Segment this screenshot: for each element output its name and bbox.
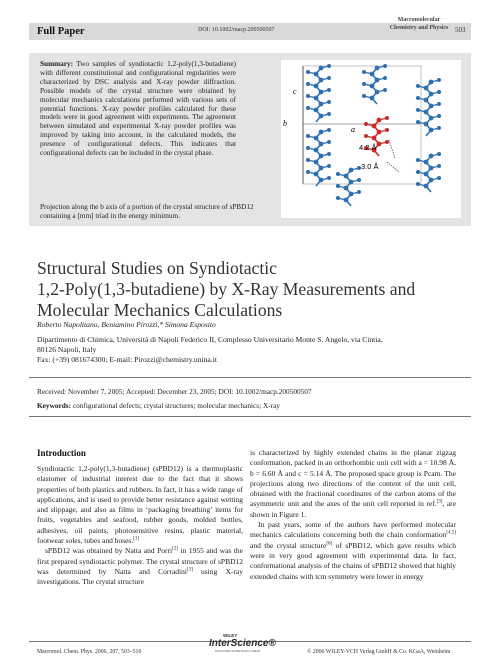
divider-top [29,377,471,378]
article-title [37,258,457,321]
chain-atom [370,84,375,89]
title-line-2: 1,2-Poly(1,3-butadiene) by X-Ray Measurements and [37,279,416,299]
side-atom [336,196,340,200]
chain-atom [424,122,429,127]
received-dates: Received: November 7, 2005; Accepted: December 23, 2005; DOI: 10.1002/macp.200500507 [37,387,312,396]
side-atom [357,178,361,182]
paragraph-1 [37,464,243,546]
side-atom [327,152,331,156]
ref-3: [3] [186,567,193,573]
wiley-interscience-logo [203,631,281,655]
chain-atom [429,166,434,171]
chain-atom [349,192,354,197]
chain-atom [429,92,434,97]
paragraph-3-text-c: of sPBD12, which gave results which were in very good agreement with experimental data. In fact, conformational analysis of the chains of sPBD12 showed that highly extended chains with tcm symmetry were lower in energy [250,540,457,581]
side-atom [306,106,310,110]
paragraph-3-text-a: In past years, some of the authors have performed molecular mechanics calculations concerning both the chain conformation [250,520,456,540]
axis-label-b: b [283,119,287,128]
paragraph-2-text-d: , are shown in Figure 1. [250,499,457,519]
chain-atom [319,154,324,159]
paragraph-1-text: Syndiotactic 1,2-poly(1,3-butadiene) (sPBD12) is a thermoplastic elastomer of industrial interest due to the fact that it shows properties of both plastics and rubbers. In fact, it has a wide range of applications, and is used to provide better resistance against wetting and slippage, and also as films in ‘packaging breathing’ items for fruits, vegetables and seafood, rubber goods, molded bottles, adhesives, oil paints, photosensitive resins, plastic material, footwear soles, tubes and hoses. [37,464,243,546]
side-atom [362,70,366,74]
chain-atom [319,102,324,107]
side-atom [416,170,420,174]
paragraph-2-continued [250,448,456,520]
chain-atom [375,78,380,83]
chain-atom [424,172,429,177]
ref-6: [6] [326,541,333,547]
side-atom [306,158,310,162]
side-atom [383,88,387,92]
footer-citation: Macromol. Chem. Phys. 2006, 207, 503–510 [37,649,142,655]
page-number: 503 [455,26,466,34]
keywords-label: Keywords: [37,401,72,410]
side-atom [306,134,310,138]
chain-atom [424,160,429,165]
chain-atom [370,96,375,101]
journal-name [379,16,459,32]
title-line-1: Structural Studies on Syndiotactic [37,258,277,278]
chain-atom [429,80,434,85]
side-atom [327,140,331,144]
side-atom [437,78,441,82]
side-atom [327,64,331,68]
side-atom [357,190,361,194]
chain-atom [377,142,382,147]
chain-atom [319,66,324,71]
chain-atom [370,72,375,77]
logo-tagline: DISCOVER SOMETHING GREAT [215,649,261,653]
footer-copyright: © 2006 WILEY-VCH Verlag GmbH & Co. KGaA, Weinheim [307,649,451,655]
distance-label-2: 3.0 Å [361,162,379,171]
side-atom [306,146,310,150]
chain-atom [344,186,349,191]
paragraph-2-text-b: in 1955 and was the first prepared syndiotactic polymer. The crystal structure of sPBD12 was determined by Natta and Corradini [37,546,243,576]
chain-atom [314,84,319,89]
side-atom [416,158,420,162]
axis-label-c: c [293,87,297,96]
chain-atom [375,66,380,71]
affiliation-line-1: Dipartimento di Chimica, Università di Napoli Federico II, Complesso Universitario Monte S. Angelo, via Cintia, [37,335,383,344]
side-atom [362,94,366,98]
ref-1: [1] [133,536,140,542]
side-atom [416,84,420,88]
figure-caption: Projection along the b axis of a portion of the crystal structure of sPBD12 containing a [mm] triad in the energy minimum. [40,203,254,220]
chain-atom [375,90,380,95]
side-atom [416,120,420,124]
side-atom [306,94,310,98]
journal-name-line2: Chemistry and Physics [389,25,449,31]
chain-atom [429,116,434,121]
chain-atom [314,160,319,165]
side-atom [437,152,441,156]
side-atom [336,184,340,188]
side-atom [416,108,420,112]
chain-atom [424,110,429,115]
side-atom [437,164,441,168]
side-atom [327,128,331,132]
chain-atom [314,108,319,113]
chain-atom [429,128,434,133]
crystal-structure-figure [281,60,461,218]
affiliation-line-2: 80126 Napoli, Italy [37,345,97,354]
paragraph-2-text-c: using X-ray investigations. The crystal structure [37,566,243,587]
side-atom [383,76,387,80]
section-heading-introduction: Introduction [37,448,86,458]
chain-atom [319,166,324,171]
chain-atom [377,130,382,135]
side-atom [385,116,389,120]
ref-2: [2] [172,546,178,552]
keywords [37,401,280,410]
chain-atom [349,168,354,173]
summary [40,60,236,158]
chain-atom [377,118,382,123]
side-atom [437,114,441,118]
article-type: Full Paper [37,26,85,37]
side-atom [385,128,389,132]
contact-info: Fax: (+39) 081674300; E-mail: Pirozzi@chemistry.unina.it [37,355,217,364]
chain-atom [314,172,319,177]
chain-atom [372,124,377,129]
side-atom [336,172,340,176]
divider-bottom [29,416,471,417]
chain-atom [314,148,319,153]
paragraph-2 [37,546,243,587]
chain-atom [319,130,324,135]
header-doi: DOI: 10.1002/macp.200500507 [198,27,275,33]
chain-atom [372,136,377,141]
chain-atom [314,136,319,141]
chain-atom [424,86,429,91]
side-atom [437,90,441,94]
chain-atom [429,178,434,183]
body-column-right [250,448,456,582]
body-column-left [37,464,243,588]
keywords-list: configurational defects; crystal structures; molecular mechanics; X-ray [72,401,280,410]
chain-atom [424,98,429,103]
chain-atom [314,72,319,77]
distance-label-1: 4.2 Å [359,143,377,152]
side-atom [327,164,331,168]
authors: Roberto Napolitano, Beniamino Pirozzi,* Simona Esposito [37,320,216,329]
summary-label: Summary: [40,60,74,68]
paragraph-2-text-c-continued: is characterized by highly extended chains in the planar zigzag conformation, packed in an orthorhombic unit cell with a = 10.98 Å, b = 6.60 Å and c = 5.14 Å. The proposed space group is Pcam. The projections along two directions of the content of the unit cell, obtained with the fractional coordinates of the carbon atoms of the asymmetric unit and the axes of the unit cell reported in ref. [250,448,456,509]
title-line-3: Molecular Mechanics Calculations [37,300,283,320]
side-atom [362,82,366,86]
chain-atom [349,180,354,185]
summary-text: Two samples of syndiotactic 1,2-poly(1,3-butadiene) with different constitutional and configurational regularities were characterized by DSC analysis and X-ray powder diffraction. Possible models of the crystal structure were obtained by molecular mechanics calculations performed with various sets of potential functions. X-ray powder profiles calculated for these models were in good agreement with experiments. The agreement between simulated and experimental X-ray powder profiles was improved by taking into account, in the calculated models, the presence of configurational defects. This indicates that configurational defects can be included in the crystal phase. [40,60,236,158]
side-atom [385,140,389,144]
ref-4-5: [4,5] [446,530,456,536]
chain-atom [319,114,324,119]
journal-name-line1: Macromolecular [397,17,441,23]
side-atom [327,76,331,80]
side-atom [437,176,441,180]
paragraph-3 [250,520,456,582]
side-atom [437,102,441,106]
chain-atom [344,198,349,203]
side-atom [327,100,331,104]
logo-interscience: InterScience® [209,638,276,649]
ref-3b: [3] [436,499,443,505]
chain-atom [344,174,349,179]
chain-atom [319,78,324,83]
logo-wiley: WILEY [223,633,238,638]
side-atom [364,122,368,126]
side-atom [416,96,420,100]
chain-atom [424,184,429,189]
side-atom [364,134,368,138]
chain-atom [319,142,324,147]
paragraph-3-text-b: and the crystal structure [250,540,327,550]
chain-atom [314,96,319,101]
side-atom [306,170,310,174]
side-atom [327,88,331,92]
chain-atom [429,154,434,159]
side-atom [306,82,310,86]
paragraph-2-text-a: sPBD12 was obtained by Natta and Porri [45,546,173,556]
side-atom [327,112,331,116]
side-atom [327,176,331,180]
chain-atom [429,104,434,109]
side-atom [383,64,387,68]
axis-label-a: a [351,125,355,134]
chain-atom [319,90,324,95]
side-atom [416,182,420,186]
side-atom [306,70,310,74]
side-atom [437,126,441,130]
chain-atom [319,178,324,183]
